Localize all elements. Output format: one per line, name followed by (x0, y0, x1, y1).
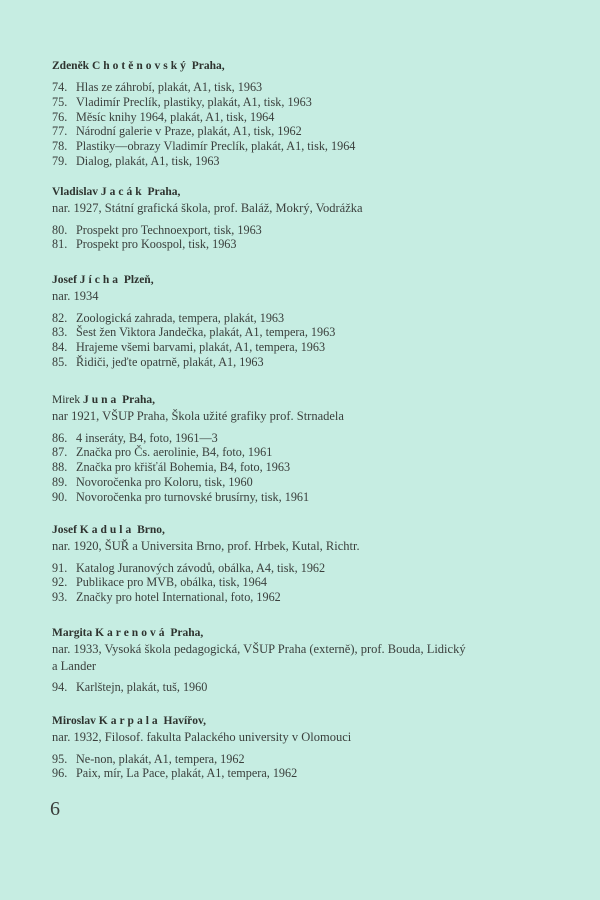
work-number: 96. (52, 766, 68, 781)
work-item (52, 680, 582, 695)
work-number: 86. (52, 430, 68, 445)
work-item (52, 355, 582, 370)
work-item (52, 431, 582, 446)
artist-entry (52, 58, 582, 169)
artist-entry (52, 522, 582, 605)
work-item (52, 124, 582, 139)
artist-entry (52, 184, 582, 252)
artist-bio: nar 1921, VŠUP Praha, Škola užité grafiky prof. Strnadela (52, 409, 344, 423)
work-title: Značky pro hotel International, foto, 1962 (76, 590, 281, 605)
work-title: Katalog Juranových závodů, obálka, A4, tisk, 1962 (76, 560, 326, 575)
work-title: Vladimír Preclík, plastiky, plakát, A1, tisk, 1963 (76, 94, 312, 109)
work-title: Prospekt pro Koospol, tisk, 1963 (76, 237, 237, 252)
artist-city: Plzeň, (123, 274, 154, 286)
work-number: 79. (52, 153, 68, 168)
work-title: Novoročenka pro Koloru, tisk, 1960 (76, 474, 253, 489)
work-title: Publikace pro MVB, obálka, tisk, 1964 (76, 575, 267, 590)
artist-entry (52, 392, 582, 504)
work-number: 85. (52, 354, 68, 369)
artist-city: Praha, (191, 60, 225, 72)
work-title: Paix, mír, La Pace, plakát, A1, tempera, 1962 (76, 766, 298, 781)
work-number: 80. (52, 222, 68, 237)
work-title: Značka pro křišťál Bohemia, B4, foto, 1963 (76, 460, 291, 475)
work-number: 88. (52, 460, 68, 475)
work-item (52, 340, 582, 355)
work-item (52, 139, 582, 154)
work-item (52, 80, 582, 95)
work-title: Dialog, plakát, A1, tisk, 1963 (76, 153, 220, 168)
work-item (52, 590, 582, 605)
work-item (52, 766, 582, 781)
artist-surname: Kadula (79, 524, 135, 536)
work-title: Hlas ze záhrobí, plakát, A1, tisk, 1963 (76, 80, 263, 94)
artist-first-name: Miroslav (52, 715, 96, 727)
work-title: 4 inseráty, B4, foto, 1961—3 (76, 430, 218, 445)
artist-first-name: Josef (52, 274, 77, 286)
artist-bio: nar. 1933, Vysoká škola pedagogická, VŠUP Praha (externě), prof. Bouda, Lidický (52, 642, 466, 656)
work-title: Prospekt pro Technoexport, tisk, 1963 (76, 222, 262, 237)
work-number: 82. (52, 310, 68, 325)
artist-name (52, 392, 582, 408)
artist-city: Havířov, (163, 715, 207, 727)
work-title: Ne-non, plakát, A1, tempera, 1962 (76, 751, 245, 766)
work-item (52, 223, 582, 238)
work-item (52, 460, 582, 475)
artist-entry (52, 625, 582, 695)
work-number: 83. (52, 325, 68, 340)
artist-bio-continued: a Lander (52, 658, 97, 673)
work-item (52, 154, 582, 169)
artist-surname: Jacák (100, 186, 145, 198)
work-item (52, 561, 582, 576)
artist-surname: Jícha (79, 274, 121, 286)
artist-name (52, 58, 582, 74)
work-item (52, 575, 582, 590)
works-list (52, 431, 582, 505)
artist-first-name: Zdeněk (52, 60, 90, 72)
work-number: 91. (52, 560, 68, 575)
artist-name (52, 272, 582, 288)
artist-surname: Karpala (98, 715, 161, 727)
work-title: Karlštejn, plakát, tuš, 1960 (76, 680, 208, 694)
work-number: 81. (52, 237, 68, 252)
artist-bio: nar. 1934 (52, 289, 99, 303)
artist-surname: Karenová (95, 627, 168, 639)
work-number: 87. (52, 445, 68, 460)
artist-surname: Juna (82, 394, 120, 406)
work-title: Zoologická zahrada, tempera, plakát, 1963 (76, 310, 285, 325)
work-number: 77. (52, 124, 68, 139)
works-list (52, 311, 582, 370)
work-item (52, 95, 582, 110)
work-number: 93. (52, 590, 68, 605)
work-number: 95. (52, 751, 68, 766)
artist-name (52, 184, 582, 200)
work-number: 92. (52, 575, 68, 590)
artist-entry (52, 272, 582, 370)
artist-first-name: Margita (52, 627, 93, 639)
artist-entry (52, 713, 582, 781)
artist-bio: nar. 1932, Filosof. fakulta Palackého university v Olomouci (52, 730, 352, 744)
artist-first-name: Josef (52, 524, 77, 536)
work-item (52, 110, 582, 125)
work-number: 89. (52, 474, 68, 489)
works-list (52, 561, 582, 605)
works-list (52, 680, 582, 695)
work-item (52, 490, 582, 505)
work-number: 78. (52, 139, 68, 154)
works-list (52, 752, 582, 782)
work-number: 94. (52, 680, 68, 694)
artist-bio: nar. 1920, ŠUŘ a Universita Brno, prof. Hrbek, Kutal, Richtr. (52, 539, 360, 553)
artist-first-name: Vladislav (52, 186, 99, 198)
work-item (52, 445, 582, 460)
artist-first-name: Mirek (52, 394, 81, 406)
artist-name (52, 625, 582, 641)
work-title: Národní galerie v Praze, plakát, A1, tisk, 1962 (76, 124, 302, 139)
works-list (52, 80, 582, 169)
artist-city: Praha, (170, 627, 204, 639)
work-item (52, 237, 582, 252)
work-item (52, 752, 582, 767)
work-number: 74. (52, 80, 68, 94)
work-title: Měsíc knihy 1964, plakát, A1, tisk, 1964 (76, 109, 275, 124)
artist-city: Praha, (122, 394, 156, 406)
artist-bio: nar. 1927, Státní grafická škola, prof. Baláž, Mokrý, Vodrážka (52, 201, 363, 215)
work-number: 84. (52, 340, 68, 355)
artist-name (52, 522, 582, 538)
work-title: Hrajeme všemi barvami, plakát, A1, tempera, 1963 (76, 340, 326, 355)
page-number: 6 (50, 798, 60, 820)
works-list (52, 223, 582, 253)
work-item (52, 325, 582, 340)
work-title: Plastiky—obrazy Vladimír Preclík, plakát, A1, tisk, 1964 (76, 139, 356, 154)
work-item (52, 475, 582, 490)
artist-city: Praha, (147, 186, 181, 198)
work-title: Šest žen Viktora Jandečka, plakát, A1, tempera, 1963 (76, 325, 336, 340)
work-number: 76. (52, 109, 68, 124)
work-item (52, 311, 582, 326)
artist-city: Brno, (137, 524, 165, 536)
artist-name (52, 713, 582, 729)
work-number: 90. (52, 489, 68, 504)
work-title: Řidiči, jeďte opatrně, plakát, A1, 1963 (76, 354, 264, 369)
work-title: Značka pro Čs. aerolinie, B4, foto, 1961 (76, 445, 273, 460)
work-number: 75. (52, 94, 68, 109)
work-title: Novoročenka pro turnovské brusírny, tisk, 1961 (76, 489, 310, 504)
artist-surname: Chotěnovský (91, 60, 189, 72)
